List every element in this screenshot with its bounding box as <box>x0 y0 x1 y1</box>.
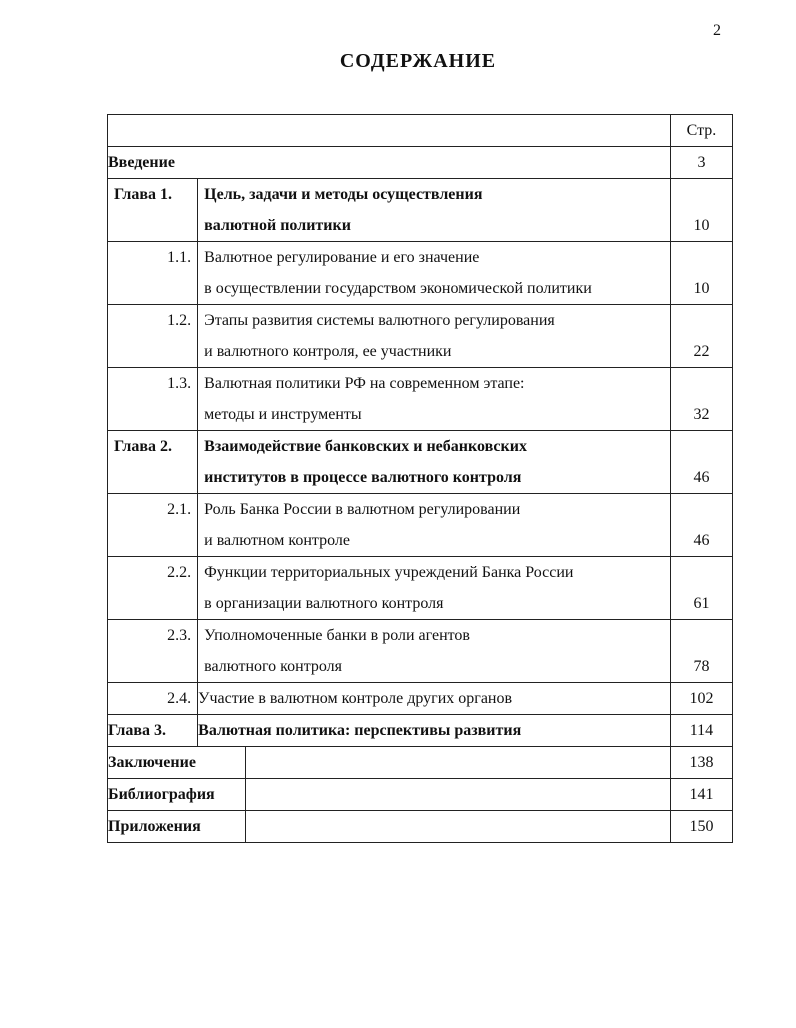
chapter-1-page: 10 <box>693 217 710 234</box>
section-number: 1.1. <box>167 249 192 266</box>
toc-header-row <box>108 115 733 147</box>
header-blank-cell <box>108 115 671 147</box>
conclusion-blank-cell <box>246 747 671 779</box>
section-number: 1.3. <box>167 375 192 392</box>
section-title-line1: Этапы развития системы валютного регулирования <box>204 312 555 329</box>
toc-row-chapter-2 <box>108 431 733 494</box>
intro-page: 3 <box>670 147 732 179</box>
section-title-line2: в осуществлении государством экономической политики <box>204 280 592 297</box>
toc-row-appendix <box>108 811 733 843</box>
page-number: 2 <box>713 22 721 39</box>
section-title-line1: Функции территориальных учреждений Банка России <box>204 564 574 581</box>
toc-row-section-2-2 <box>108 557 733 620</box>
toc-row-intro <box>108 147 733 179</box>
section-title-line1: Валютное регулирование и его значение <box>204 249 480 266</box>
section-title-line1: Валютная политики РФ на современном этапе: <box>204 375 525 392</box>
section-page: 22 <box>693 343 710 360</box>
toc-table <box>107 114 733 843</box>
section-page: 10 <box>693 280 710 297</box>
section-title-line2: и валютном контроле <box>204 532 350 549</box>
toc-row-section-1-2 <box>108 305 733 368</box>
section-title-line2: валютного контроля <box>204 658 343 675</box>
section-page: 46 <box>693 532 710 549</box>
bibliography-blank-cell <box>246 779 671 811</box>
toc-row-bibliography <box>108 779 733 811</box>
toc-row-section-1-1 <box>108 242 733 305</box>
chapter-3-page: 114 <box>670 715 732 747</box>
toc-row-section-2-4 <box>108 683 733 715</box>
page-column-header: Стр. <box>670 115 732 147</box>
section-number: 2.3. <box>167 627 192 644</box>
section-number: 2.4. <box>108 683 198 715</box>
section-page: 32 <box>693 406 710 423</box>
section-number: 2.1. <box>167 501 192 518</box>
intro-label: Введение <box>108 147 671 179</box>
toc-row-conclusion <box>108 747 733 779</box>
section-title-line2: методы и инструменты <box>204 406 362 423</box>
appendix-blank-cell <box>246 811 671 843</box>
appendix-label: Приложения <box>108 811 246 843</box>
chapter-2-title-line1: Взаимодействие банковских и небанковских <box>204 438 527 455</box>
chapter-3-title: Валютная политика: перспективы развития <box>198 715 671 747</box>
section-page: 78 <box>693 658 710 675</box>
chapter-2-page: 46 <box>693 469 710 486</box>
section-title-line2: в организации валютного контроля <box>204 595 444 612</box>
section-title-line1: Уполномоченные банки в роли агентов <box>204 627 470 644</box>
page-title: СОДЕРЖАНИЕ <box>339 50 497 72</box>
bibliography-page: 141 <box>670 779 732 811</box>
section-number: 1.2. <box>167 312 192 329</box>
toc-row-chapter-3 <box>108 715 733 747</box>
chapter-2-number: Глава 2. <box>114 438 172 455</box>
conclusion-page: 138 <box>670 747 732 779</box>
chapter-1-number: Глава 1. <box>114 186 172 203</box>
toc-row-section-2-1 <box>108 494 733 557</box>
section-title-line2: и валютного контроля, ее участники <box>204 343 452 360</box>
section-title-line1: Роль Банка России в валютном регулировании <box>204 501 521 518</box>
chapter-3-number: Глава 3. <box>108 715 198 747</box>
section-page: 61 <box>693 595 710 612</box>
appendix-page: 150 <box>670 811 732 843</box>
chapter-2-title-line2: институтов в процессе валютного контроля <box>204 469 522 486</box>
toc-row-section-1-3 <box>108 368 733 431</box>
section-page: 102 <box>670 683 732 715</box>
toc-row-section-2-3 <box>108 620 733 683</box>
conclusion-label: Заключение <box>108 747 246 779</box>
section-number: 2.2. <box>167 564 192 581</box>
section-title: Участие в валютном контроле других органов <box>198 683 671 715</box>
bibliography-label: Библиография <box>108 779 246 811</box>
chapter-1-title-line2: валютной политики <box>204 217 351 234</box>
chapter-1-title-line1: Цель, задачи и методы осуществления <box>204 186 483 203</box>
toc-row-chapter-1 <box>108 179 733 242</box>
